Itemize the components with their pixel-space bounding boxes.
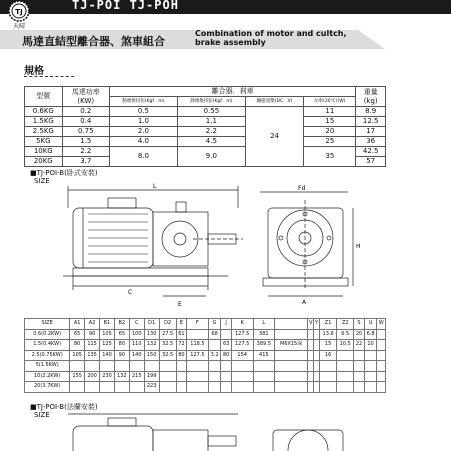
dim-cell: 13.6 <box>320 329 337 340</box>
dim-cell: 130 <box>144 329 159 340</box>
dim-cell: 0.6(0.2KW) <box>25 329 70 340</box>
dim-cell <box>377 340 386 351</box>
dim-label-Fd: Fd <box>298 185 306 192</box>
dim-cell: 127.5 <box>187 350 209 361</box>
motor-flange-drawing <box>28 410 388 451</box>
dim-cell: 80 <box>221 350 231 361</box>
dim-body <box>25 329 386 392</box>
dim-cell <box>364 361 377 372</box>
logo-caption: 天晴 <box>12 23 25 30</box>
title-english-line2: brake assembly <box>195 38 266 47</box>
dim-label-E: E <box>178 301 182 308</box>
dim-cell: 16 <box>320 350 337 361</box>
dim-cell <box>253 361 275 372</box>
dimension-table <box>24 318 386 393</box>
table-row <box>25 340 386 351</box>
dim-cell: 68 <box>208 329 221 340</box>
table-row <box>25 350 386 361</box>
dim-cell <box>159 382 176 393</box>
dim-cell: 127.5 <box>231 329 253 340</box>
dim-cell <box>253 371 275 382</box>
dim-cell <box>364 371 377 382</box>
dim-cell <box>159 361 176 372</box>
dim-cell <box>187 382 209 393</box>
dim-cell <box>377 371 386 382</box>
table-row: 5KG 1.5 4.0 4.5 25 36 <box>25 137 386 147</box>
dim-cell <box>187 361 209 372</box>
dim-cell <box>176 371 186 382</box>
dim-cell: 2.5(0.75KW) <box>25 350 70 361</box>
dim-cell: 72 <box>176 340 186 351</box>
dim-cell: 389.5 <box>253 340 275 351</box>
dim-cell <box>354 371 364 382</box>
dim-cell: 155 <box>70 371 85 382</box>
top-header-bar <box>0 0 451 14</box>
dim-cell: 10.5 <box>337 340 354 351</box>
dim-label-A: A <box>302 299 307 306</box>
dim-cell <box>377 361 386 372</box>
gear-logo-icon <box>8 0 30 22</box>
title-english-line1: Combination of motor and cultch, <box>195 29 347 38</box>
dim-cell <box>320 361 337 372</box>
dim-cell <box>231 361 253 372</box>
dim-cell <box>208 371 221 382</box>
motor-side-drawing <box>28 178 388 318</box>
dim-cell: 22 <box>354 340 364 351</box>
spec-table <box>24 86 386 167</box>
col-rated-torque: 動摩擦扭矩(Kgf．m) <box>109 97 177 107</box>
col-excitation-voltage: 勵磁電壓(DC．V) <box>245 97 303 107</box>
dim-cell: 65 <box>114 329 129 340</box>
dim-cell: 80 <box>114 340 129 351</box>
dim-cell: 140 <box>129 350 144 361</box>
dim-cell <box>275 350 308 361</box>
dim-cell <box>176 361 186 372</box>
dim-cell <box>100 361 115 372</box>
table-row: 20KG 3.7 57 <box>25 157 386 167</box>
dim-cell: 115 <box>85 340 100 351</box>
table-row: 2.5KG 0.75 2.0 2.2 20 17 <box>25 127 386 137</box>
dim-cell <box>221 329 231 340</box>
logo-letters: TJ <box>15 8 23 16</box>
spec-section-label: 規格 <box>24 66 44 77</box>
dim-cell: 223 <box>144 382 159 393</box>
dim-cell <box>337 350 354 361</box>
col-motor-power-unit: (KW) <box>77 96 95 105</box>
dim-cell: 65 <box>70 329 85 340</box>
dim-cell: 381 <box>253 329 275 340</box>
dim-cell: 27.5 <box>159 329 176 340</box>
dim-cell <box>208 361 221 372</box>
dim-cell: 90 <box>85 329 100 340</box>
dim-label-L: L <box>153 183 157 190</box>
section-horizontal-mount-label: ■TJ-POI-B(卧式安裝) <box>30 169 98 177</box>
dim-cell <box>354 361 364 372</box>
dim-cell: 135 <box>85 350 100 361</box>
dim-cell <box>100 382 115 393</box>
dim-cell <box>337 382 354 393</box>
dim-cell <box>129 361 144 372</box>
dim-cell: 32.5 <box>159 350 176 361</box>
dim-cell <box>364 382 377 393</box>
dim-cell: 110 <box>129 340 144 351</box>
col-model: 型號 <box>25 87 63 107</box>
title-chinese: 馬達直結型離合器、煞車組合 <box>22 35 165 48</box>
dim-cell: 118.5 <box>187 340 209 351</box>
table-row: 10KG 2.2 8.0 9.0 35 42.5 <box>25 147 386 157</box>
dim-cell: 415 <box>253 350 275 361</box>
dim-cell <box>337 361 354 372</box>
dim-cell: 6.8 <box>364 329 377 340</box>
col-clutch-brake: 離合器．剎車 <box>109 87 355 97</box>
dim-cell <box>320 371 337 382</box>
col-static-torque: 靜摩擦扭矩(Kgf．m) <box>177 97 245 107</box>
col-weight-unit: (kg) <box>363 96 378 105</box>
spec-header-row <box>25 87 386 97</box>
dim-cell: 230 <box>100 371 115 382</box>
spec-divider <box>24 76 74 77</box>
dim-cell: 105 <box>100 329 115 340</box>
dim-cell: 63 <box>221 340 231 351</box>
dim-cell <box>364 350 377 361</box>
table-row <box>25 361 386 372</box>
dim-cell <box>144 361 159 372</box>
table-row: 0.6KG 0.2 0.5 0.55 24 11 8.9 <box>25 107 386 117</box>
dim-cell: 154 <box>231 350 253 361</box>
col-motor-power <box>62 87 109 107</box>
dim-cell <box>187 329 209 340</box>
dim-cell: 127.5 <box>231 340 253 351</box>
dim-cell <box>208 382 221 393</box>
dim-cell <box>231 382 253 393</box>
dim-cell: 100 <box>129 329 144 340</box>
dim-cell: 150 <box>144 350 159 361</box>
dim-cell <box>221 361 231 372</box>
dim-cell <box>221 382 231 393</box>
dim-cell: 5(1.5KW) <box>25 361 70 372</box>
dim-cell: 200 <box>85 371 100 382</box>
dim-cell: 61 <box>176 329 186 340</box>
dim-cell: 105 <box>70 350 85 361</box>
dim-cell <box>187 371 209 382</box>
table-row <box>25 329 386 340</box>
dim-cell <box>377 382 386 393</box>
dim-label-H: H <box>356 243 361 250</box>
table-row <box>25 382 386 393</box>
dim-cell <box>275 382 308 393</box>
dim-cell: M6X15深 <box>275 340 308 351</box>
dim-cell <box>70 382 85 393</box>
dim-label-C: C <box>128 289 133 296</box>
dim-cell: 6.5 <box>337 329 354 340</box>
section-flange-mount-label: ■TJ-POI-B(法蘭安裝) <box>30 403 98 411</box>
dim-cell <box>377 350 386 361</box>
dim-cell <box>320 382 337 393</box>
dim-cell <box>253 382 275 393</box>
dim-cell: 10 <box>364 340 377 351</box>
table-row <box>25 371 386 382</box>
dim-cell <box>85 382 100 393</box>
dim-cell <box>85 361 100 372</box>
dim-cell <box>70 361 85 372</box>
voltage-cell: 24 <box>245 107 303 167</box>
dim-cell <box>221 371 231 382</box>
dim-cell <box>208 340 221 351</box>
dim-cell <box>275 371 308 382</box>
dim-cell: 80 <box>70 340 85 351</box>
dim-cell <box>354 382 364 393</box>
dim-cell: 1.5(0.4KW) <box>25 340 70 351</box>
dim-cell: 90 <box>114 350 129 361</box>
dim-cell <box>275 361 308 372</box>
col-motor-power-label: 馬達功率 <box>71 87 100 96</box>
dim-cell <box>159 371 176 382</box>
dim-cell <box>337 371 354 382</box>
dim-cell: 125 <box>100 340 115 351</box>
dim-cell: 199 <box>144 371 159 382</box>
dim-cell: 80 <box>176 350 186 361</box>
dim-cell <box>129 382 144 393</box>
dim-cell: 32.5 <box>159 340 176 351</box>
dim-cell: 215 <box>129 371 144 382</box>
model-title: TJ-POI TJ-POH <box>72 0 179 12</box>
dim-cell <box>176 382 186 393</box>
dim-cell: 15 <box>320 340 337 351</box>
table-row: 1.5KG 0.4 1.0 1.1 15 12.5 <box>25 117 386 127</box>
col-weight-label: 重量 <box>363 87 378 96</box>
dim-cell <box>377 329 386 340</box>
dim-cell: 3.2 <box>208 350 221 361</box>
col-weight <box>356 87 386 107</box>
dim-cell: 132 <box>114 371 129 382</box>
dim-cell: 10(2.2KW) <box>25 371 70 382</box>
dim-header-row: SIZE A1 A2 B1 B2 C D1 D2 E F G J K L V Y Z1 Z2 S U W <box>25 319 386 330</box>
col-power: 功率(20℃)(W) <box>304 97 356 107</box>
dim-cell: 132 <box>144 340 159 351</box>
dim-cell: 140 <box>100 350 115 361</box>
title-english <box>195 29 385 47</box>
dim-cell: 20 <box>354 329 364 340</box>
dim-cell <box>114 382 129 393</box>
dim-cell <box>275 329 308 340</box>
section-horizontal-size-label: SIZE <box>34 177 50 185</box>
dim-cell: 20(3.7KW) <box>25 382 70 393</box>
dim-cell <box>114 361 129 372</box>
section-flange-size-label: SIZE <box>34 411 50 419</box>
dim-cell <box>231 371 253 382</box>
dim-cell <box>354 350 364 361</box>
